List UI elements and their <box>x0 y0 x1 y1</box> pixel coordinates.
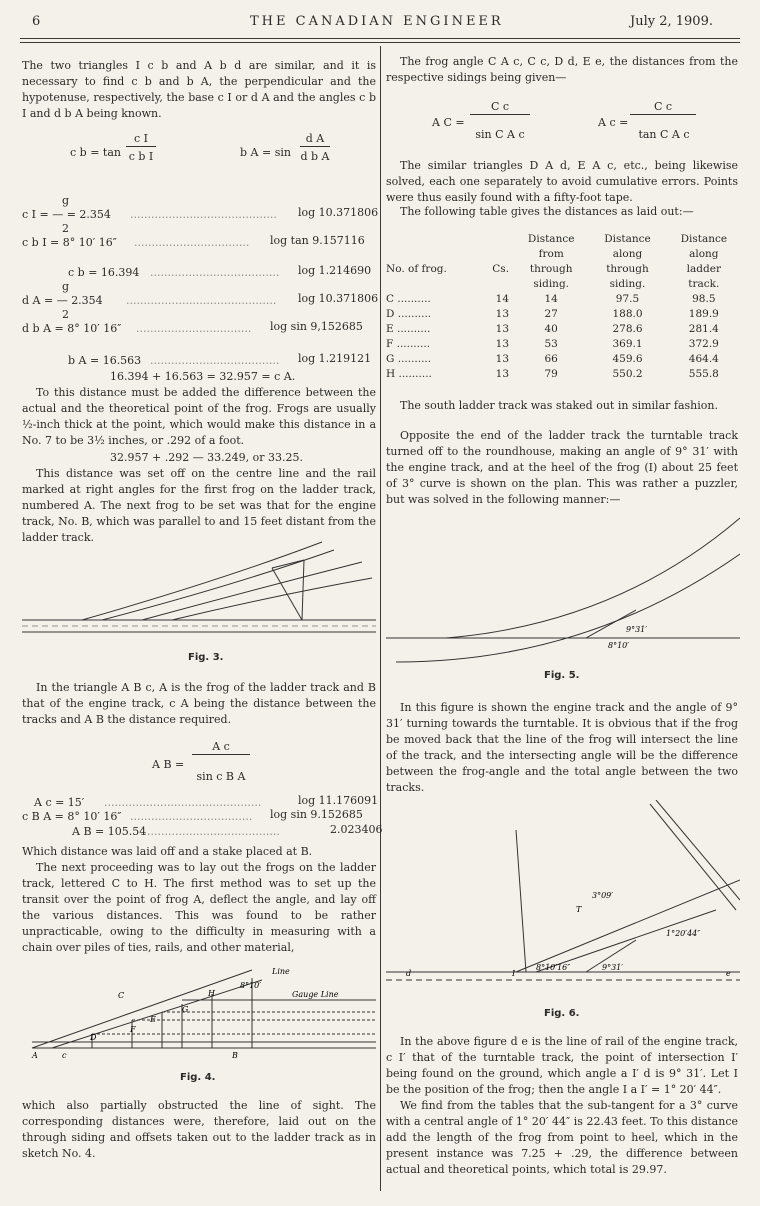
table-row <box>382 352 742 367</box>
eq2-log: log tan 9.157116 <box>270 234 365 247</box>
table-header-cell: through <box>529 263 573 275</box>
right-paragraph-7: In the above figure d e is the line of rail of the engine track, c I′ that of the turntable track, the point of intersection I′ being found on the ground, which angle a I′ d is 9° 31′. Let I be the position of the frog; then the angle I a I′ = 1° 20′ 44″. <box>386 1035 738 1096</box>
eq2: c b I = 8° 10′ 16″ <box>22 236 117 249</box>
leader-dots: ................................... <box>130 810 253 823</box>
leader-dots: ................................. <box>136 322 252 335</box>
fig4-label-c-upper: C <box>118 991 125 1000</box>
left-paragraph-4: In the triangle A B c, A is the frog of the ladder track and B that of the engine track, c A being the distance between the tracks and A B the distance required. <box>22 681 376 726</box>
table-cell: 66 <box>544 353 558 365</box>
table-cell: 550.2 <box>612 368 643 380</box>
fig6-label-d: d <box>406 969 412 978</box>
formula-ac-den: sin C A c <box>475 128 525 141</box>
table-cell: 53 <box>544 338 558 350</box>
table-cell: 27 <box>544 308 558 320</box>
left-paragraph-1: The two triangles I c b and A b d are similar, and it is necessary to find c b and b A, the perpendicular and the hypotenuse, respectively, the base c I or d A and the angles c b I and d b A being known. <box>22 59 376 120</box>
fig6-label-e: e <box>726 969 731 978</box>
eq1-bottom: 2 <box>62 222 69 235</box>
table-cell: 13 <box>495 353 510 365</box>
right-paragraph-3: The following table gives the distances as laid out:— <box>400 205 694 218</box>
table-cell: 281.4 <box>688 323 719 335</box>
fig5-angle-931: 9°31′ <box>626 625 648 634</box>
table-row <box>382 367 742 382</box>
issue-date: July 2, 1909. <box>630 14 713 29</box>
right-paragraph-6: In this figure is shown the engine track and the angle of 9° 31′ turning towards the turntable. It is obvious that if the frog be moved back that the line of the frog will intersect the line of the track, and the intersecting angle will be the difference between the frog-angle and the total angle between the two tracks. <box>386 701 738 794</box>
fig4-line-label: Line <box>272 967 290 976</box>
table-cell: 555.8 <box>688 368 719 380</box>
figure-4-diagram <box>22 964 376 1064</box>
table-header-cell: along <box>689 248 719 260</box>
table-header-cell <box>382 277 478 292</box>
table-header-row <box>382 277 742 292</box>
leader-dots: .......................................... <box>130 208 277 221</box>
figure-3-caption: Fig. 3. <box>188 652 224 663</box>
eq11-log: 2.023406 <box>330 823 383 836</box>
fig4-label-c: c <box>62 1051 67 1060</box>
table-header-row <box>382 232 742 247</box>
table-row <box>382 292 742 307</box>
table-cell: 13 <box>495 323 510 335</box>
table-header-row <box>382 247 742 262</box>
table-cell: 14 <box>544 293 558 305</box>
right-paragraph-5: Opposite the end of the ladder track the turntable track turned off to the roundhouse, making an angle of 9° 31′ with the engine track, and at the heel of the frog (I) about 25 feet of 3° curve is shown on the plan. This was rather a puzzler, but was solved in the following manner:— <box>386 429 738 506</box>
fig6-label-t: T <box>576 905 582 914</box>
column-divider <box>380 46 381 1191</box>
formula-cb-num: c I <box>126 132 156 147</box>
fig4-label-g: G <box>182 1005 189 1014</box>
eq3: c b = 16.394 <box>68 266 140 279</box>
table-header-cell: Distance <box>604 233 651 245</box>
table-row <box>382 322 742 337</box>
eq1: c I = — = 2.354 <box>22 208 111 221</box>
frog-distance-table <box>382 232 742 382</box>
right-paragraph-4: The south ladder track was staked out in similar fashion. <box>400 399 718 412</box>
fig4-label-e: E <box>150 1015 156 1024</box>
left-paragraph-5: Which distance was laid off and a stake placed at B. <box>22 845 313 858</box>
table-cell: 189.9 <box>688 308 719 320</box>
fig4-gauge-label: Gauge Line <box>292 990 339 999</box>
fig6-angle-1: 1°20′44″ <box>666 929 701 938</box>
table-header-cell: from <box>538 248 564 260</box>
fig6-angle-2: 8°10′16″ <box>536 963 571 972</box>
eq3-bottom: g <box>62 280 70 293</box>
table-header-cell <box>382 247 478 262</box>
left-paragraph-6: The next proceeding was to lay out the frogs on the ladder track, lettered C to H. The first method was to set up the transit over the point of frog A, deflect the angle, and lay off the various distances. This was found to be rather unpracticable, owing to the difficulty in measuring with a chain over piles of ties, rails, and other material, <box>22 861 376 954</box>
formula-cb-lhs: c b = tan <box>70 146 121 159</box>
figure-5-diagram <box>386 514 740 664</box>
figure-6-caption: Fig. 6. <box>544 1008 580 1019</box>
table-header-cell: Distance <box>680 233 728 245</box>
table-header-cell <box>478 232 513 247</box>
eq11: A B = 105.54 <box>72 825 147 838</box>
formula-ac-lhs: A C = <box>432 116 465 129</box>
table-cell: 188.0 <box>612 308 643 320</box>
formula-ba-den: d b A <box>300 150 330 163</box>
figure-5-caption: Fig. 5. <box>544 670 580 681</box>
eq5: d b A = 8° 10′ 16″ <box>22 322 122 335</box>
table-cell: 97.5 <box>615 293 640 305</box>
table-row <box>382 307 742 322</box>
fig4-label-f: F <box>130 1025 136 1034</box>
eq10-log: log sin 9.152685 <box>270 808 363 821</box>
formula-ac2-lhs: A c = <box>598 116 629 129</box>
formula-ac2-num: C c <box>630 100 696 115</box>
left-paragraph-3: This distance was set off on the centre line and the rail marked at right angles for the first frog on the ladder track, numbered A. The next frog to be set was that for the engine track, No. B, which was parallel to and 15 feet distant from the ladder track. <box>22 467 376 544</box>
formula-ab-den: sin c B A <box>196 770 246 783</box>
table-header-row <box>382 262 742 277</box>
table-header-cell <box>478 277 513 292</box>
table-cell: 13 <box>495 308 510 320</box>
eq8: 32.957 + .292 — 33.249, or 33.25. <box>110 451 304 464</box>
right-paragraph-2: The similar triangles D A d, E A c, etc., being likewise solved, each one separately to avoid cumulative errors. Points were thus easily found with a fifty-foot tape. <box>386 159 738 204</box>
formula-ba-lhs: b A = sin <box>240 146 291 159</box>
eq6: b A = 16.563 <box>68 354 142 367</box>
leader-dots: ..................................... <box>150 266 280 279</box>
fig4-label-b: B <box>232 1051 238 1060</box>
formula-ac-num: C c <box>470 100 530 115</box>
table-cell: 369.1 <box>612 338 643 350</box>
leader-dots: ..................................... <box>150 354 280 367</box>
table-header-cell: siding. <box>609 278 646 290</box>
fig6-angle-4: 3°09′ <box>592 891 614 900</box>
eq4-bottom: 2 <box>62 308 69 321</box>
figure-3-diagram <box>22 540 376 646</box>
table-cell: 464.4 <box>688 353 719 365</box>
eq1-top: g <box>62 194 70 207</box>
table-header-cell: Cs. <box>492 263 510 275</box>
eq4-log: log 10.371806 <box>298 292 379 305</box>
left-paragraph-2: To this distance must be added the difference between the actual and the theoretical point of the frog. Frogs are usually ½-inch thick at the point, which would make this distance in a No. 7 to be 3½ inches, or .292 of a foot. <box>22 386 376 447</box>
table-header-cell: along <box>612 248 643 260</box>
table-cell: 13 <box>495 368 510 380</box>
formula-ab-lhs: A B = <box>152 758 185 771</box>
header-rule-2 <box>20 42 740 43</box>
fig4-label-d: D <box>90 1033 97 1042</box>
fig5-angle-810: 8°10′ <box>608 641 630 650</box>
eq6-log: log 1.219121 <box>298 352 372 365</box>
figure-6-diagram <box>386 800 740 1000</box>
eq4: d A = — 2.354 <box>22 294 103 307</box>
table-cell: G .......... <box>386 353 432 365</box>
page-number: 6 <box>32 14 44 29</box>
eq9: A c = 15′ <box>34 796 85 809</box>
table-cell: D .......... <box>386 308 432 320</box>
formula-ac2-den: tan C A c <box>638 128 690 141</box>
leader-dots: ............................................. <box>104 796 262 809</box>
leader-dots: ................................. <box>134 236 250 249</box>
table-header-cell <box>382 232 478 247</box>
right-paragraph-8: We find from the tables that the sub-tangent for a 3° curve with a central angle of 1° 20′ 44″ is 22.43 feet. To this distance add the length of the frog from point to heel, which in the present instance was 7.25 + .29, the difference between actual and theoretical points, which total is 29.97. <box>386 1099 738 1176</box>
table-cell: 459.6 <box>612 353 643 365</box>
eq3-log: log 1.214690 <box>298 264 372 277</box>
leader-dots: ........................................... <box>126 294 277 307</box>
fig4-label-a: A <box>32 1051 38 1060</box>
table-cell: 13 <box>495 338 510 350</box>
table-cell: 40 <box>544 323 558 335</box>
table-header-cell: track. <box>688 278 720 290</box>
table-cell: 278.6 <box>612 323 643 335</box>
table-header-cell: No. of frog. <box>386 263 447 275</box>
formula-cb-den: c b I <box>128 150 154 163</box>
table-cell: E .......... <box>386 323 431 335</box>
table-header-cell: through <box>606 263 649 275</box>
eq10: c B A = 8° 10′ 16″ <box>22 810 122 823</box>
left-paragraph-7: which also partially obstructed the line of sight. The corresponding distances were, therefore, laid out on the through siding and offsets taken out to the ladder track as in sketch No. 4. <box>22 1099 376 1160</box>
table-header-cell <box>478 247 513 262</box>
table-cell: 14 <box>495 293 510 305</box>
table-header-cell: siding. <box>533 278 570 290</box>
journal-title: THE CANADIAN ENGINEER <box>250 14 504 29</box>
right-paragraph-1: The frog angle C A c, C c, D d, E e, the distances from the respective sidings being given— <box>386 55 738 84</box>
eq9-log: log 11.176091 <box>298 794 379 807</box>
fig6-label-i: I <box>512 969 516 978</box>
leader-dots: ........................................ <box>140 825 280 838</box>
table-header-cell: Distance <box>527 233 575 245</box>
table-cell: H .......... <box>386 368 432 380</box>
table-cell: F .......... <box>386 338 430 350</box>
table-cell: C .......... <box>386 293 431 305</box>
fig6-angle-3: 9°31′ <box>602 963 624 972</box>
table-cell: 372.9 <box>688 338 719 350</box>
fig4-label-h: H <box>208 989 215 998</box>
formula-ab-num: A c <box>192 740 250 755</box>
table-header-cell: ladder <box>686 263 721 275</box>
table-cell: 98.5 <box>692 293 716 305</box>
table-row <box>382 337 742 352</box>
eq7: 16.394 + 16.563 = 32.957 = c A. <box>110 370 296 383</box>
eq1-log: log 10.371806 <box>298 206 379 219</box>
header-rule-1 <box>20 38 740 39</box>
fig4-angle-label: 8°10′ <box>240 981 262 990</box>
figure-4-caption: Fig. 4. <box>180 1072 216 1083</box>
table-cell: 79 <box>544 368 558 380</box>
eq5-log: log sin 9,152685 <box>270 320 363 333</box>
formula-ba-num: d A <box>300 132 330 147</box>
